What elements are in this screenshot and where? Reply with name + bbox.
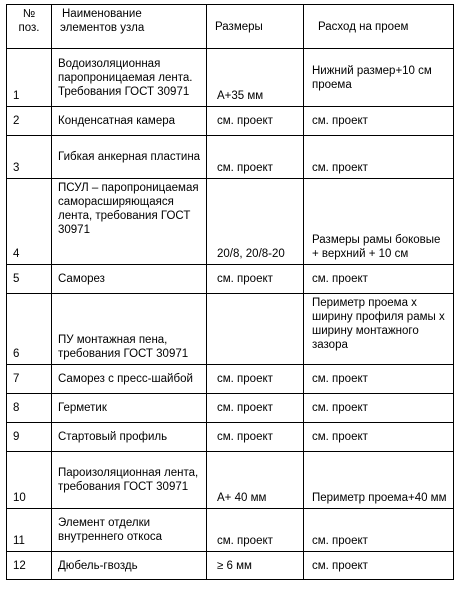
row-number: 4 [7,179,52,265]
row-name: ПУ монтажная пена, требования ГОСТ 30971 [52,294,207,365]
table-row [7,365,454,394]
row-name: Герметик [52,394,207,423]
row-number: 10 [7,452,52,509]
row-name: ПСУЛ – паропроницаемая саморасширяющаяся лента, требования ГОСТ 30971 [52,179,207,265]
row-size: см. проект [207,136,304,179]
row-size: см. проект [207,265,304,294]
row-usage: см. проект [304,136,454,179]
header-position-number [7,5,52,49]
row-size: см. проект [207,107,304,136]
table-row [7,294,454,365]
row-usage: Периметр проема х ширину профиля рамы х ширину монтажного зазора [304,294,454,365]
row-size: ≥ 6 мм [207,552,304,580]
header-num-line1: № [22,8,36,20]
header-name-line2: элементов узла [60,22,145,34]
header-num-line2: поз. [18,22,40,34]
header-size: Размеры [207,5,304,49]
table-row [7,509,454,552]
row-size: см. проект [207,509,304,552]
row-name: Пароизоляционная лента, требования ГОСТ 30971 [52,452,207,509]
header-element-name [52,5,207,49]
table-row [7,179,454,265]
row-number: 9 [7,423,52,452]
row-usage: Нижний размер+10 см проема [304,49,454,107]
row-name: Водоизоляционная паропроницаемая лента. Требования ГОСТ 30971 [52,49,207,107]
row-name: Саморез [52,265,207,294]
row-size: А+ 40 мм [207,452,304,509]
row-number: 6 [7,294,52,365]
table-row [7,423,454,452]
row-number: 7 [7,365,52,394]
row-name: Гибкая анкерная пластина [52,136,207,179]
row-size: А+35 мм [207,49,304,107]
row-size: 20/8, 20/8-20 [207,179,304,265]
table-row [7,136,454,179]
table-row [7,265,454,294]
row-size: см. проект [207,423,304,452]
table-header-row [7,5,454,49]
table-row [7,107,454,136]
row-size [207,294,304,365]
row-number: 8 [7,394,52,423]
row-usage: см. проект [304,552,454,580]
row-name: Элемент отделки внутреннего откоса [52,509,207,552]
row-number: 11 [7,509,52,552]
header-name-line1: Наименование [62,8,142,20]
table-row [7,49,454,107]
row-usage: см. проект [304,265,454,294]
row-number: 1 [7,49,52,107]
specification-table [6,4,454,580]
row-number: 2 [7,107,52,136]
row-number: 5 [7,265,52,294]
row-size: см. проект [207,365,304,394]
row-usage: Периметр проема+40 мм [304,452,454,509]
row-usage: см. проект [304,394,454,423]
table-row [7,452,454,509]
row-name: Стартовый профиль [52,423,207,452]
row-usage: см. проект [304,107,454,136]
row-number: 3 [7,136,52,179]
row-name: Конденсатная камера [52,107,207,136]
row-number: 12 [7,552,52,580]
row-usage: см. проект [304,365,454,394]
row-usage: см. проект [304,423,454,452]
row-usage: см. проект [304,509,454,552]
table-row [7,394,454,423]
row-size: см. проект [207,394,304,423]
row-name: Саморез с пресс-шайбой [52,365,207,394]
table-row [7,552,454,580]
row-usage: Размеры рамы боковые + верхний + 10 см [304,179,454,265]
row-name: Дюбель-гвоздь [52,552,207,580]
header-usage: Расход на проем [304,5,454,49]
